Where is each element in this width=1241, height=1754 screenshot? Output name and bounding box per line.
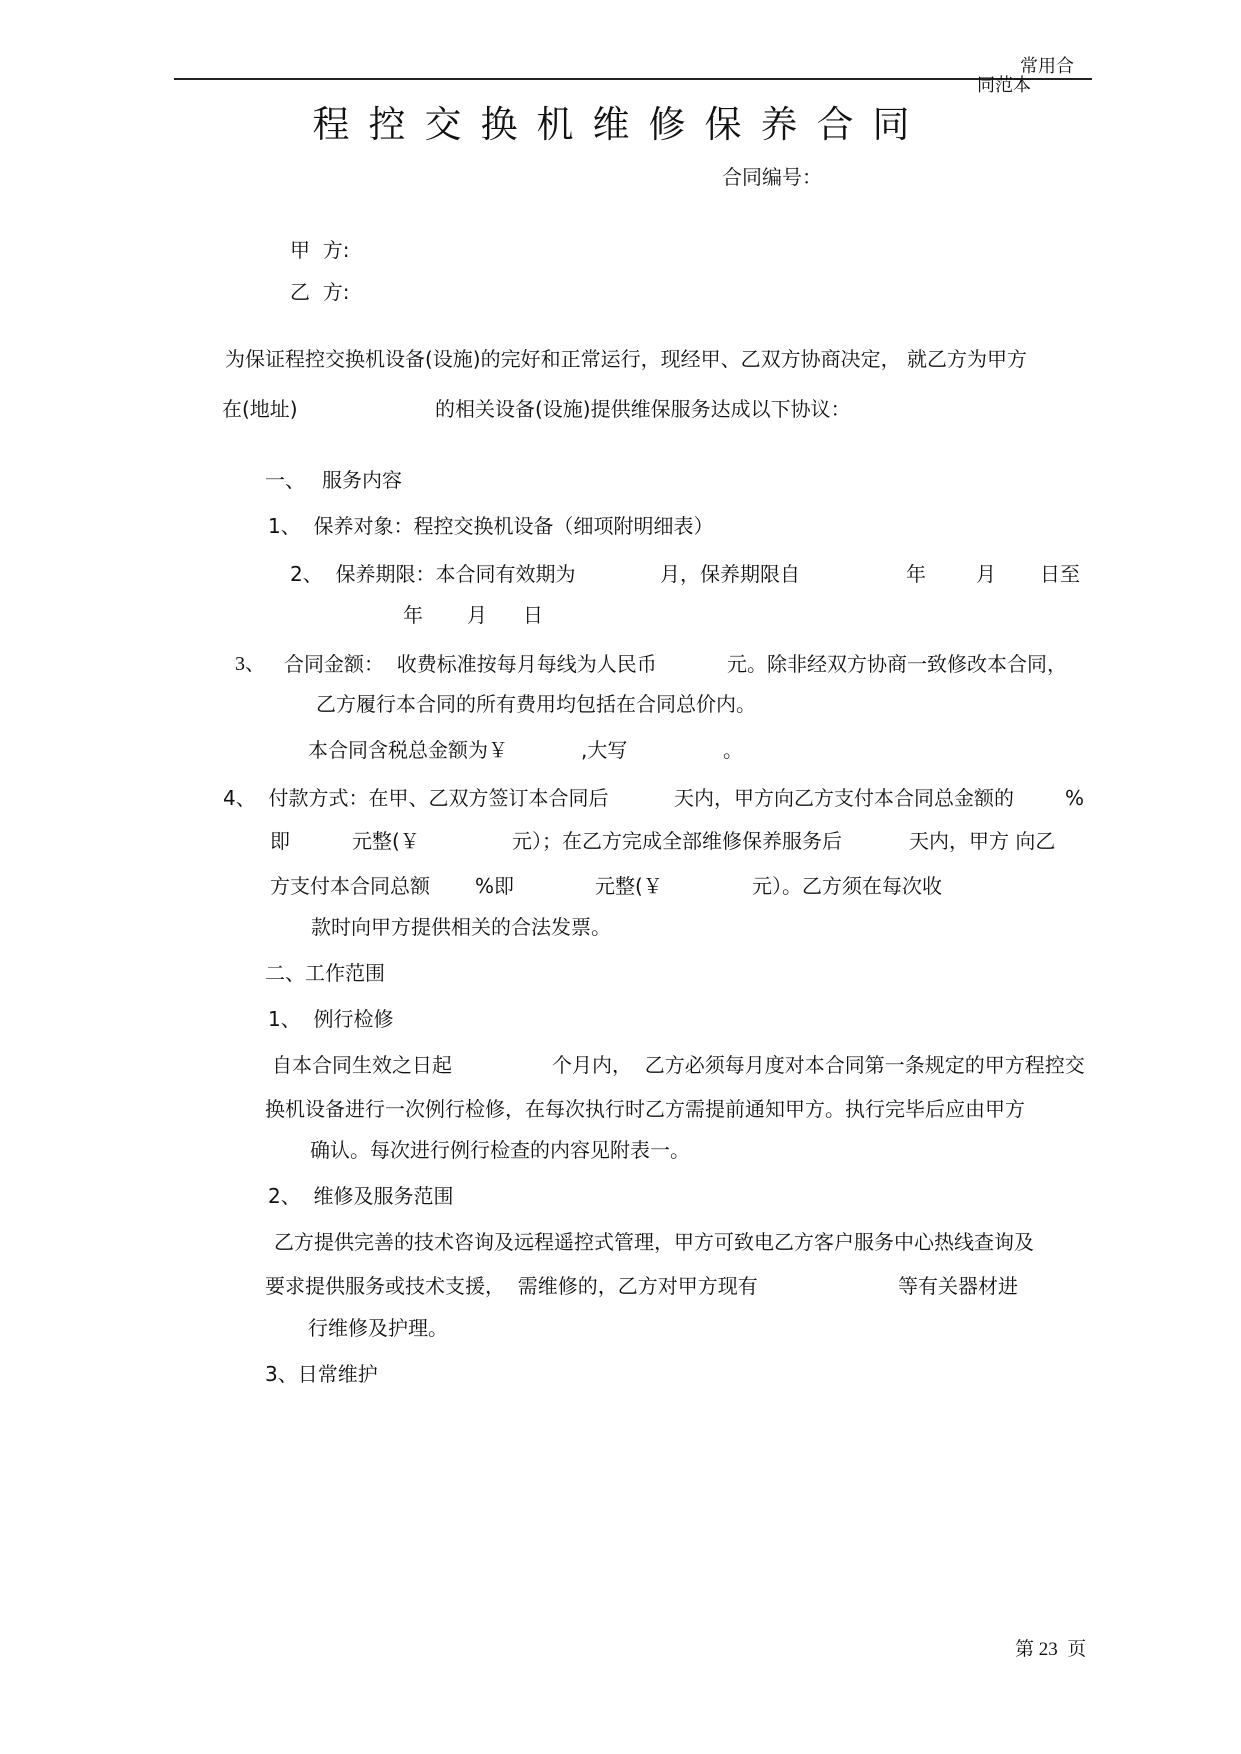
party-b-label: 乙 方: bbox=[290, 280, 350, 304]
intro-line-2b: 的相关设备(设施)提供维保服务达成以下协议： bbox=[435, 397, 851, 421]
section1-item3-num: 3、 bbox=[235, 653, 265, 675]
section2-sub1-l3: 确认。每次进行例行检查的内容见附表一。 bbox=[310, 1138, 690, 1162]
section2-sub1-l2: 换机设备进行一次例行检修，在每次执行时乙方需提前通知甲方。执行完毕后应由甲方 bbox=[265, 1097, 1025, 1121]
section2-sub3-title: 3、日常维护 bbox=[265, 1362, 378, 1386]
section1-item2-year1: 年 bbox=[906, 562, 926, 586]
section1-item4-l2a: 即 bbox=[270, 829, 290, 853]
section1-item3-line3c: 。 bbox=[723, 738, 743, 762]
section2-sub2-l2b: 等有关器材进 bbox=[898, 1274, 1018, 1298]
section1-heading-text: 服务内容 bbox=[322, 468, 402, 492]
section1-item3-line1a: 合同金额： 收费标准按每月每线为人民币 bbox=[284, 652, 657, 676]
section1-item4-l1b: 天内，甲方向乙方支付本合同总金额的 bbox=[674, 786, 1014, 810]
section1-item4-l3d: 元）。乙方须在每次收 bbox=[752, 874, 942, 898]
section2-sub1-title: 1、 例行检修 bbox=[268, 1007, 394, 1031]
section1-item2-month: 月，保养期限自 bbox=[660, 562, 800, 586]
contract-number-label: 合同编号： bbox=[722, 165, 822, 189]
section1-item1: 1、 保养对象：程控交换机设备（细项附明细表） bbox=[268, 514, 714, 538]
section2-sub1-l1b: 个月内， 乙方必须每月度对本合同第一条规定的甲方程控交 bbox=[552, 1053, 1085, 1077]
section2-sub2-l3: 行维修及护理。 bbox=[308, 1316, 448, 1340]
intro-line-1: 为保证程控交换机设备(设施)的完好和正常运行，现经甲、乙双方协商决定， 就乙方为甲方 bbox=[225, 347, 1027, 371]
intro-line-2a: 在(地址) bbox=[222, 397, 298, 421]
party-a-label: 甲 方: bbox=[290, 238, 350, 262]
section1-item2-day2: 日 bbox=[523, 603, 543, 627]
section1-heading-num: 一、 bbox=[265, 468, 305, 492]
section2-heading: 二、工作范围 bbox=[265, 961, 385, 985]
header-label-line1: 常用合 bbox=[1020, 56, 1074, 77]
section1-item3-line3b: ,大写 bbox=[581, 738, 628, 762]
section2-sub1-l1a: 自本合同生效之日起 bbox=[272, 1053, 452, 1077]
section1-item3-line1b: 元。除非经双方协商一致修改本合同， bbox=[727, 652, 1067, 676]
page-number: 第 23 页 bbox=[1015, 1639, 1087, 1660]
section2-sub2-title: 2、 维修及服务范围 bbox=[268, 1184, 454, 1208]
section2-sub2-l1: 乙方提供完善的技术咨询及远程遥控式管理，甲方可致电乙方客户服务中心热线查询及 bbox=[274, 1230, 1034, 1254]
section1-item4-l2c: 元）；在乙方完成全部维修保养服务后 bbox=[512, 829, 842, 853]
header-label-line2: 同范本 bbox=[977, 75, 1031, 96]
section2-sub2-l2a: 要求提供服务或技术支援， 需维修的，乙方对甲方现有 bbox=[265, 1274, 758, 1298]
section1-item4-l3b: %即 bbox=[475, 874, 515, 898]
section1-item4-l4: 款时向甲方提供相关的合法发票。 bbox=[311, 915, 611, 939]
section1-item2-year2: 年 bbox=[403, 603, 423, 627]
section1-item4-l2d: 天内，甲方 向乙 bbox=[909, 829, 1056, 853]
section1-item4-l2b: 元整(￥ bbox=[352, 829, 420, 853]
section1-item2-month1: 月 bbox=[976, 562, 996, 586]
section1-item2-day1: 日至 bbox=[1040, 562, 1080, 586]
section1-item4-l1a: 4、 付款方式：在甲、乙双方签订本合同后 bbox=[223, 786, 609, 810]
section1-item2-month2: 月 bbox=[467, 603, 487, 627]
section1-item3-line3a: 本合同含税总金额为￥ bbox=[308, 738, 508, 762]
document-title: 程控交换机维修保养合同 bbox=[312, 103, 929, 146]
header-rule bbox=[174, 78, 1092, 80]
section1-item3-line2: 乙方履行本合同的所有费用均包括在合同总价内。 bbox=[316, 692, 756, 716]
section1-item4-l1c: % bbox=[1065, 786, 1085, 810]
section1-item4-l3a: 方支付本合同总额 bbox=[270, 874, 430, 898]
section1-item2-prefix: 2、 保养期限：本合同有效期为 bbox=[290, 562, 576, 586]
section1-item4-l3c: 元整(￥ bbox=[595, 874, 663, 898]
